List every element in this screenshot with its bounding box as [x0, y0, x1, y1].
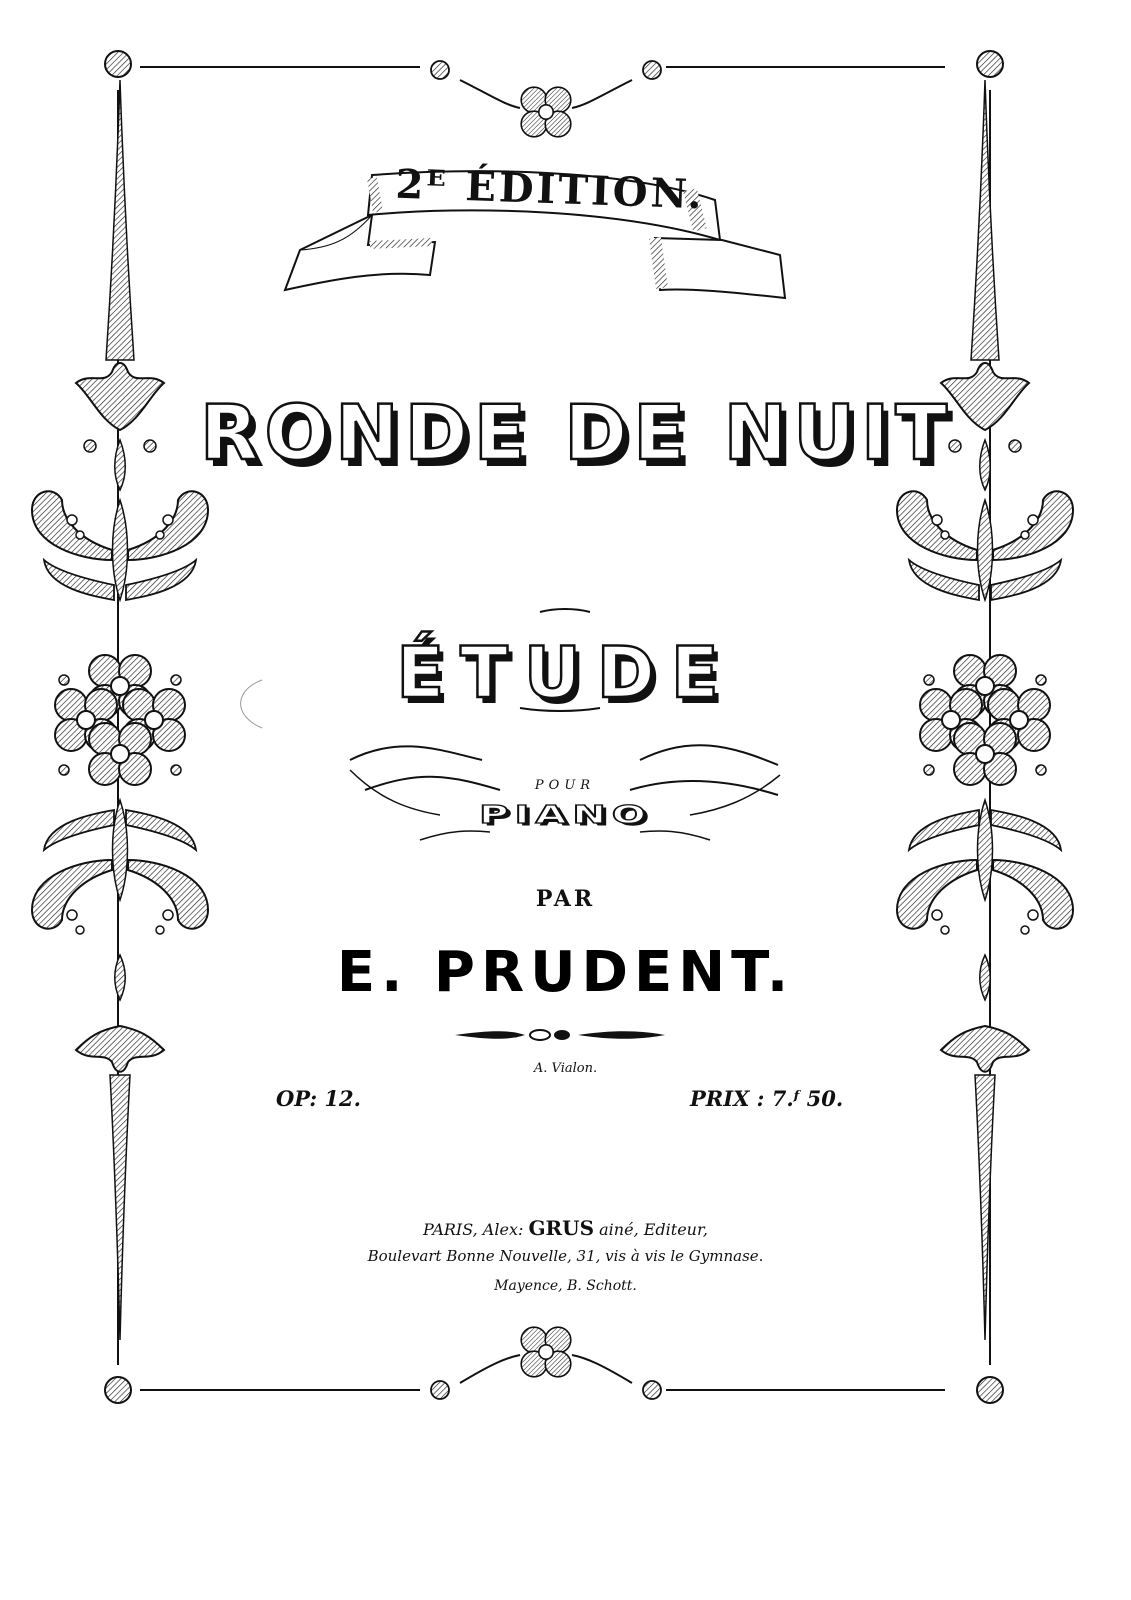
genre-heading: ÉTUDE — [396, 632, 735, 714]
publisher-agent: Mayence, B. Schott. — [494, 1278, 637, 1294]
publisher-address: Boulevart Bonne Nouvelle, 31, vis à vis le Gymnase. — [367, 1247, 764, 1265]
publisher-role: ainé, Editeur, — [599, 1220, 708, 1239]
edition-banner-text: 2ᴱ ÉDITION. — [394, 160, 706, 219]
pour-label: POUR — [534, 778, 596, 793]
title: RONDE DE NUIT — [200, 388, 954, 477]
publisher-city: PARIS, Alex: — [423, 1220, 524, 1239]
composer-name: E. PRUDENT. — [336, 940, 795, 1005]
price: PRIX : 7.ᶠ 50. — [690, 1086, 844, 1111]
par-label: PAR — [535, 886, 596, 912]
engraver-credit: A. Vialon. — [533, 1061, 598, 1076]
publisher-line — [330, 1216, 801, 1240]
publisher-name: GRUS — [528, 1216, 595, 1240]
instrument-label: PIANO — [479, 800, 652, 830]
opus-number: OP: 12. — [276, 1086, 361, 1111]
